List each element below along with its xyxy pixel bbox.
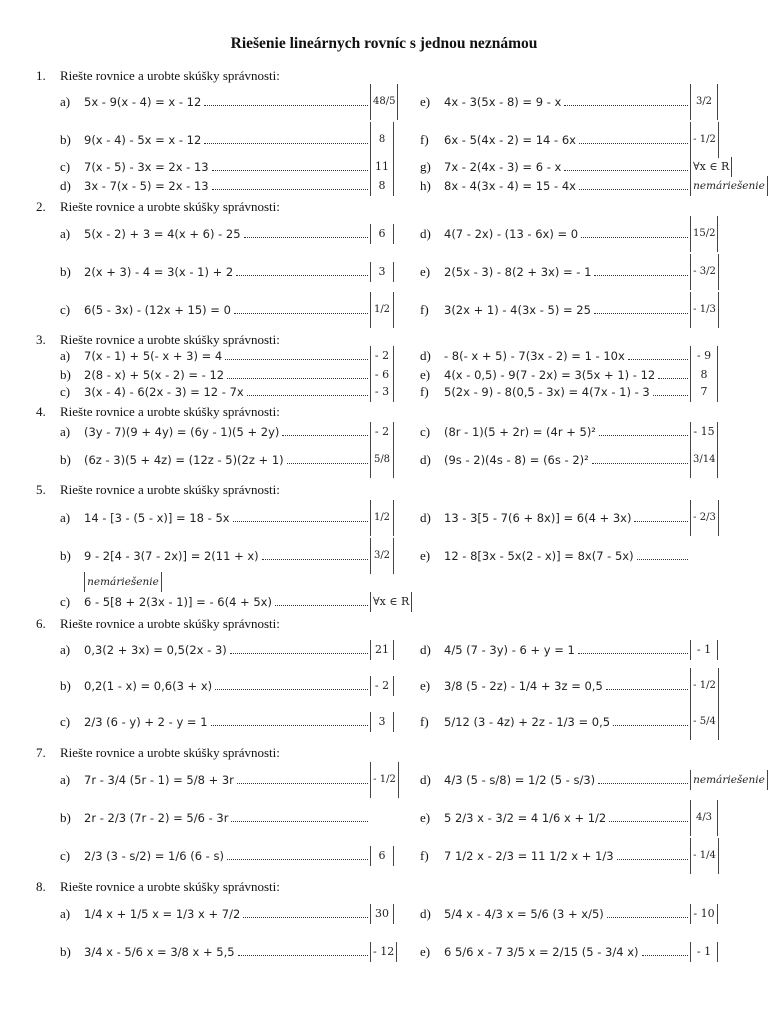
equation-text: 0,2(1 - x) = 0,6(3 + x) <box>84 679 213 693</box>
answer-bracket: 3/2 <box>690 84 718 120</box>
section-heading: 4. Riešte rovnice a urobte skúšky správnosti: <box>36 404 280 419</box>
answer-bracket: - 6 <box>370 365 394 385</box>
section-heading: 3. Riešte rovnice a urobte skúšky správnosti: <box>36 332 280 347</box>
answer-leader-dots <box>211 725 368 726</box>
answer-bracket: ∀x ∈ R <box>370 592 412 612</box>
exercise-item <box>60 904 400 924</box>
item-label: c) <box>60 594 71 609</box>
equation-text: 4/5 (7 - 3y) - 6 + y = 1 <box>444 643 575 657</box>
answer-bracket: 5/8 <box>370 442 394 478</box>
answer-bracket: - 1 <box>690 942 718 962</box>
answer-leader-dots <box>594 313 688 314</box>
equation-text: 2/3 (6 - y) + 2 - y = 1 <box>84 715 208 729</box>
answer-bracket: 48/5 <box>370 84 398 120</box>
equation-text: 4(x - 0,5) - 9(7 - 2x) = 3(5x + 1) - 12 <box>444 368 656 382</box>
equation-text: (3y - 7)(9 + 4y) = (6y - 1)(5 + 2y) <box>84 425 280 439</box>
exercise-item <box>60 846 400 866</box>
equation-text: (8r - 1)(5 + 2r) = (4r + 5)² <box>444 425 596 439</box>
answer-bracket: 6 <box>370 224 394 244</box>
item-label: a) <box>60 906 71 921</box>
answer-bracket: 11 <box>370 157 394 177</box>
answer-leader-dots <box>628 359 688 360</box>
equation-text: 5(x - 2) + 3 = 4(x + 6) - 25 <box>84 227 241 241</box>
exercise-item <box>420 157 730 177</box>
equation-text: 4/3 (5 - s/8) = 1/2 (5 - s/3) <box>444 773 596 787</box>
equation-text: 2(x + 3) - 4 = 3(x - 1) + 2 <box>84 265 234 279</box>
answer-leader-dots <box>212 170 368 171</box>
answer-bracket: - 2/3 <box>690 500 719 536</box>
answer-leader-dots <box>231 821 368 822</box>
answer-bracket: - 2 <box>370 346 394 366</box>
item-label: b) <box>60 678 71 693</box>
item-label: a) <box>60 348 71 363</box>
item-label: b) <box>60 548 71 563</box>
item-label: a) <box>60 772 71 787</box>
exercise-item <box>60 422 400 442</box>
answer-bracket: 8 <box>370 122 394 158</box>
item-label: d) <box>420 452 431 467</box>
item-label: d) <box>420 906 431 921</box>
answer-leader-dots <box>609 821 688 822</box>
equation-text: 7 1/2 x - 2/3 = 11 1/2 x + 1/3 <box>444 849 614 863</box>
equation-text: 6(5 - 3x) - (12x + 15) = 0 <box>84 303 231 317</box>
equation-text: - 8(- x + 5) - 7(3x - 2) = 1 - 10x <box>444 349 625 363</box>
exercise-item <box>420 262 724 282</box>
answer-bracket: - 1/2 <box>690 122 719 158</box>
answer-bracket: 8 <box>370 176 394 196</box>
equation-text: 7(x - 5) - 3x = 2x - 13 <box>84 160 209 174</box>
answer-leader-dots <box>658 378 688 379</box>
answer-leader-dots <box>613 725 688 726</box>
answer-bracket: - 15 <box>690 422 718 442</box>
item-label: a) <box>60 510 71 525</box>
exercise-item <box>420 904 724 924</box>
answer-leader-dots <box>592 463 688 464</box>
answer-leader-dots <box>578 653 688 654</box>
answer-bracket: 7 <box>690 382 718 402</box>
equation-text: (9s - 2)(4s - 8) = (6s - 2)² <box>444 453 589 467</box>
equation-text: 3x - 7(x - 5) = 2x - 13 <box>84 179 209 193</box>
answer-bracket: - 3 <box>370 382 394 402</box>
equation-text: 5/12 (3 - 4z) + 2z - 1/3 = 0,5 <box>444 715 611 729</box>
exercise-item <box>420 508 724 528</box>
equation-text: (6z - 3)(5 + 4z) = (12z - 5)(2z + 1) <box>84 453 284 467</box>
answer-leader-dots <box>617 859 688 860</box>
answer-leader-dots <box>237 783 368 784</box>
item-label: c) <box>60 384 71 399</box>
answer-leader-dots <box>564 105 688 106</box>
exercise-item <box>60 450 400 470</box>
equation-text: 6 - 5[8 + 2(3x - 1)] = - 6(4 + 5x) <box>84 595 272 609</box>
exercise-item <box>420 450 724 470</box>
answer-bracket: - 1/2 <box>370 762 399 798</box>
exercise-item <box>420 846 724 866</box>
equation-text: 4(7 - 2x) - (13 - 6x) = 0 <box>444 227 579 241</box>
equation-text: 3/4 x - 5/6 x = 3/8 x + 5,5 <box>84 945 235 959</box>
answer-bracket: - 1/2 <box>690 668 719 704</box>
answer-leader-dots <box>606 689 688 690</box>
equation-text: 7r - 3/4 (5r - 1) = 5/8 + 3r <box>84 773 234 787</box>
exercise-item <box>420 808 724 828</box>
equation-text: 5x - 9(x - 4) = x - 12 <box>84 95 202 109</box>
exercise-item <box>60 262 400 282</box>
item-label: f) <box>420 302 429 317</box>
answer-leader-dots <box>564 170 688 171</box>
equation-text: 5(2x - 9) - 8(0,5 - 3x) = 4(7x - 1) - 3 <box>444 385 650 399</box>
answer-leader-dots <box>579 189 688 190</box>
item-label: a) <box>60 94 71 109</box>
answer-leader-dots <box>236 275 368 276</box>
exercise-item <box>60 546 400 566</box>
item-label: b) <box>60 264 71 279</box>
equation-text: 2(8 - x) + 5(x - 2) = - 12 <box>84 368 225 382</box>
answer-leader-dots <box>234 313 368 314</box>
section-heading: 8. Riešte rovnice a urobte skúšky správnosti: <box>36 879 280 894</box>
answer-bracket: 1/2 <box>370 500 394 536</box>
exercise-item <box>420 346 724 366</box>
item-label: a) <box>60 226 71 241</box>
equation-text: 3(2x + 1) - 4(3x - 5) = 25 <box>444 303 591 317</box>
section-heading: 5. Riešte rovnice a urobte skúšky správnosti: <box>36 482 280 497</box>
exercise-item <box>60 300 400 320</box>
answer-leader-dots <box>212 189 368 190</box>
equation-text: 7(x - 1) + 5(- x + 3) = 4 <box>84 349 223 363</box>
equation-text: 5/4 x - 4/3 x = 5/6 (3 + x/5) <box>444 907 604 921</box>
answer-leader-dots <box>287 463 368 464</box>
exercise-item <box>60 508 400 528</box>
answer-bracket: - 12 <box>370 942 397 962</box>
equation-text: 6x - 5(4x - 2) = 14 - 6x <box>444 133 576 147</box>
exercise-item <box>60 712 400 732</box>
equation-text: 9(x - 4) - 5x = x - 12 <box>84 133 202 147</box>
equation-text: 8x - 4(3x - 4) = 15 - 4x <box>444 179 576 193</box>
exercise-item <box>60 157 400 177</box>
exercise-item <box>60 92 400 112</box>
equation-text: 5 2/3 x - 3/2 = 4 1/6 x + 1/2 <box>444 811 607 825</box>
answer-bracket: 8 <box>690 365 718 385</box>
equation-text: 1/4 x + 1/5 x = 1/3 x + 7/2 <box>84 907 241 921</box>
equation-text: 3(x - 4) - 6(2x - 3) = 12 - 7x <box>84 385 244 399</box>
answer-bracket: 30 <box>370 904 394 924</box>
answer-leader-dots <box>227 859 368 860</box>
exercise-item <box>60 808 400 828</box>
exercise-item <box>420 382 724 402</box>
answer-leader-dots <box>230 653 368 654</box>
item-label: b) <box>60 810 71 825</box>
item-label: c) <box>60 714 71 729</box>
answer-leader-dots <box>204 105 368 106</box>
item-label: c) <box>60 159 71 174</box>
exercise-item <box>420 92 724 112</box>
exercise-item <box>420 676 724 696</box>
exercise-item <box>420 224 724 244</box>
item-label: e) <box>420 367 431 382</box>
equation-text: 2(5x - 3) - 8(2 + 3x) = - 1 <box>444 265 592 279</box>
section-heading: 7. Riešte rovnice a urobte skúšky správnosti: <box>36 745 280 760</box>
exercise-item <box>60 640 400 660</box>
item-label: e) <box>420 264 431 279</box>
answer-leader-dots <box>642 955 688 956</box>
exercise-item <box>420 176 765 196</box>
answer-leader-dots <box>594 275 688 276</box>
exercise-item <box>60 224 400 244</box>
section-heading: 1. Riešte rovnice a urobte skúšky správnosti: <box>36 68 280 83</box>
answer-bracket: nemáriešenie <box>690 770 768 790</box>
equation-text: 4x - 3(5x - 8) = 9 - x <box>444 95 562 109</box>
answer-leader-dots <box>227 378 368 379</box>
item-label: e) <box>420 678 431 693</box>
item-label: b) <box>60 132 71 147</box>
answer-leader-dots <box>634 521 688 522</box>
equation-text: 2r - 2/3 (7r - 2) = 5/6 - 3r <box>84 811 229 825</box>
item-label: d) <box>420 510 431 525</box>
equation-text: 12 - 8[3x - 5x(2 - x)] = 8x(7 - 5x) <box>444 549 634 563</box>
answer-leader-dots <box>598 783 688 784</box>
answer-bracket: - 2 <box>370 676 394 696</box>
answer-bracket: 3/2 <box>370 538 394 574</box>
item-label: e) <box>420 94 431 109</box>
answer-leader-dots <box>637 559 688 560</box>
exercise-item <box>420 712 724 732</box>
answer-bracket: 3 <box>370 262 394 282</box>
answer-bracket: 6 <box>370 846 394 866</box>
answer-bracket: nemáriešenie <box>690 176 768 196</box>
item-label: d) <box>60 178 71 193</box>
answer-leader-dots <box>247 395 368 396</box>
answer-leader-dots <box>204 143 368 144</box>
exercise-item <box>420 640 724 660</box>
item-label: f) <box>420 384 429 399</box>
answer-leader-dots <box>238 955 368 956</box>
answer-leader-dots <box>653 395 688 396</box>
answer-bracket: nemáriešenie <box>84 572 162 592</box>
equation-text: 0,3(2 + 3x) = 0,5(2x - 3) <box>84 643 227 657</box>
answer-bracket: - 3/2 <box>690 254 719 290</box>
answer-bracket: - 5/4 <box>690 704 719 740</box>
answer-leader-dots <box>607 917 688 918</box>
exercise-item <box>60 676 400 696</box>
answer-leader-dots <box>215 689 368 690</box>
item-label: c) <box>60 302 71 317</box>
equation-text: 13 - 3[5 - 7(6 + 8x)] = 6(4 + 3x) <box>444 511 632 525</box>
exercise-item <box>60 176 400 196</box>
answer-leader-dots <box>243 917 368 918</box>
exercise-item <box>60 382 400 402</box>
answer-bracket: 4/3 <box>690 800 718 836</box>
equation-text: 6 5/6 x - 7 3/5 x = 2/15 (5 - 3/4 x) <box>444 945 639 959</box>
answer-leader-dots <box>599 435 688 436</box>
item-label: d) <box>420 348 431 363</box>
item-label: f) <box>420 132 429 147</box>
answer-leader-dots <box>282 435 368 436</box>
exercise-item <box>420 942 724 962</box>
item-label: d) <box>420 772 431 787</box>
exercise-item <box>60 572 400 592</box>
item-label: e) <box>420 810 431 825</box>
item-label: c) <box>60 848 71 863</box>
exercise-item <box>60 770 400 790</box>
item-label: e) <box>420 548 431 563</box>
exercise-item <box>60 130 400 150</box>
answer-leader-dots <box>275 605 368 606</box>
exercise-item <box>60 346 400 366</box>
answer-leader-dots <box>233 521 368 522</box>
section-heading: 2. Riešte rovnice a urobte skúšky správnosti: <box>36 199 280 214</box>
item-label: b) <box>60 367 71 382</box>
answer-bracket: 1/2 <box>370 292 394 328</box>
item-label: d) <box>420 642 431 657</box>
answer-bracket: - 9 <box>690 346 718 366</box>
answer-bracket: ∀x ∈ R <box>690 157 732 177</box>
answer-leader-dots <box>579 143 688 144</box>
answer-leader-dots <box>244 237 368 238</box>
answer-bracket: - 2 <box>370 422 394 442</box>
answer-bracket: 21 <box>370 640 394 660</box>
answer-bracket: 15/2 <box>690 216 718 252</box>
exercise-item <box>60 592 410 612</box>
item-label: f) <box>420 848 429 863</box>
item-label: e) <box>420 944 431 959</box>
exercise-item <box>420 300 724 320</box>
answer-bracket: - 1 <box>690 640 718 660</box>
answer-bracket: 3 <box>370 712 394 732</box>
equation-text: 3/8 (5 - 2z) - 1/4 + 3z = 0,5 <box>444 679 603 693</box>
answer-bracket: - 1/4 <box>690 838 719 874</box>
exercise-item <box>420 546 724 566</box>
item-label: f) <box>420 714 429 729</box>
answer-leader-dots <box>581 237 688 238</box>
exercise-item <box>420 422 724 442</box>
answer-bracket: - 1/3 <box>690 292 719 328</box>
answer-bracket: 3/14 <box>690 442 718 478</box>
item-label: a) <box>60 642 71 657</box>
equation-text: 14 - [3 - (5 - x)] = 18 - 5x <box>84 511 230 525</box>
exercise-item <box>60 942 400 962</box>
item-label: a) <box>60 424 71 439</box>
page-title: Riešenie lineárnych rovníc s jednou neznámou <box>230 35 538 52</box>
answer-leader-dots <box>262 559 368 560</box>
item-label: b) <box>60 452 71 467</box>
equation-text: 2/3 (3 - s/2) = 1/6 (6 - s) <box>84 849 224 863</box>
answer-leader-dots <box>225 359 368 360</box>
equation-text: 9 - 2[4 - 3(7 - 2x)] = 2(11 + x) <box>84 549 259 563</box>
exercise-item <box>420 130 724 150</box>
exercise-item <box>420 770 765 790</box>
item-label: b) <box>60 944 71 959</box>
item-label: h) <box>420 178 431 193</box>
item-label: d) <box>420 226 431 241</box>
equation-text: 7x - 2(4x - 3) = 6 - x <box>444 160 562 174</box>
item-label: g) <box>420 159 431 174</box>
item-label: c) <box>420 424 431 439</box>
section-heading: 6. Riešte rovnice a urobte skúšky správnosti: <box>36 616 280 631</box>
answer-bracket: - 10 <box>690 904 718 924</box>
